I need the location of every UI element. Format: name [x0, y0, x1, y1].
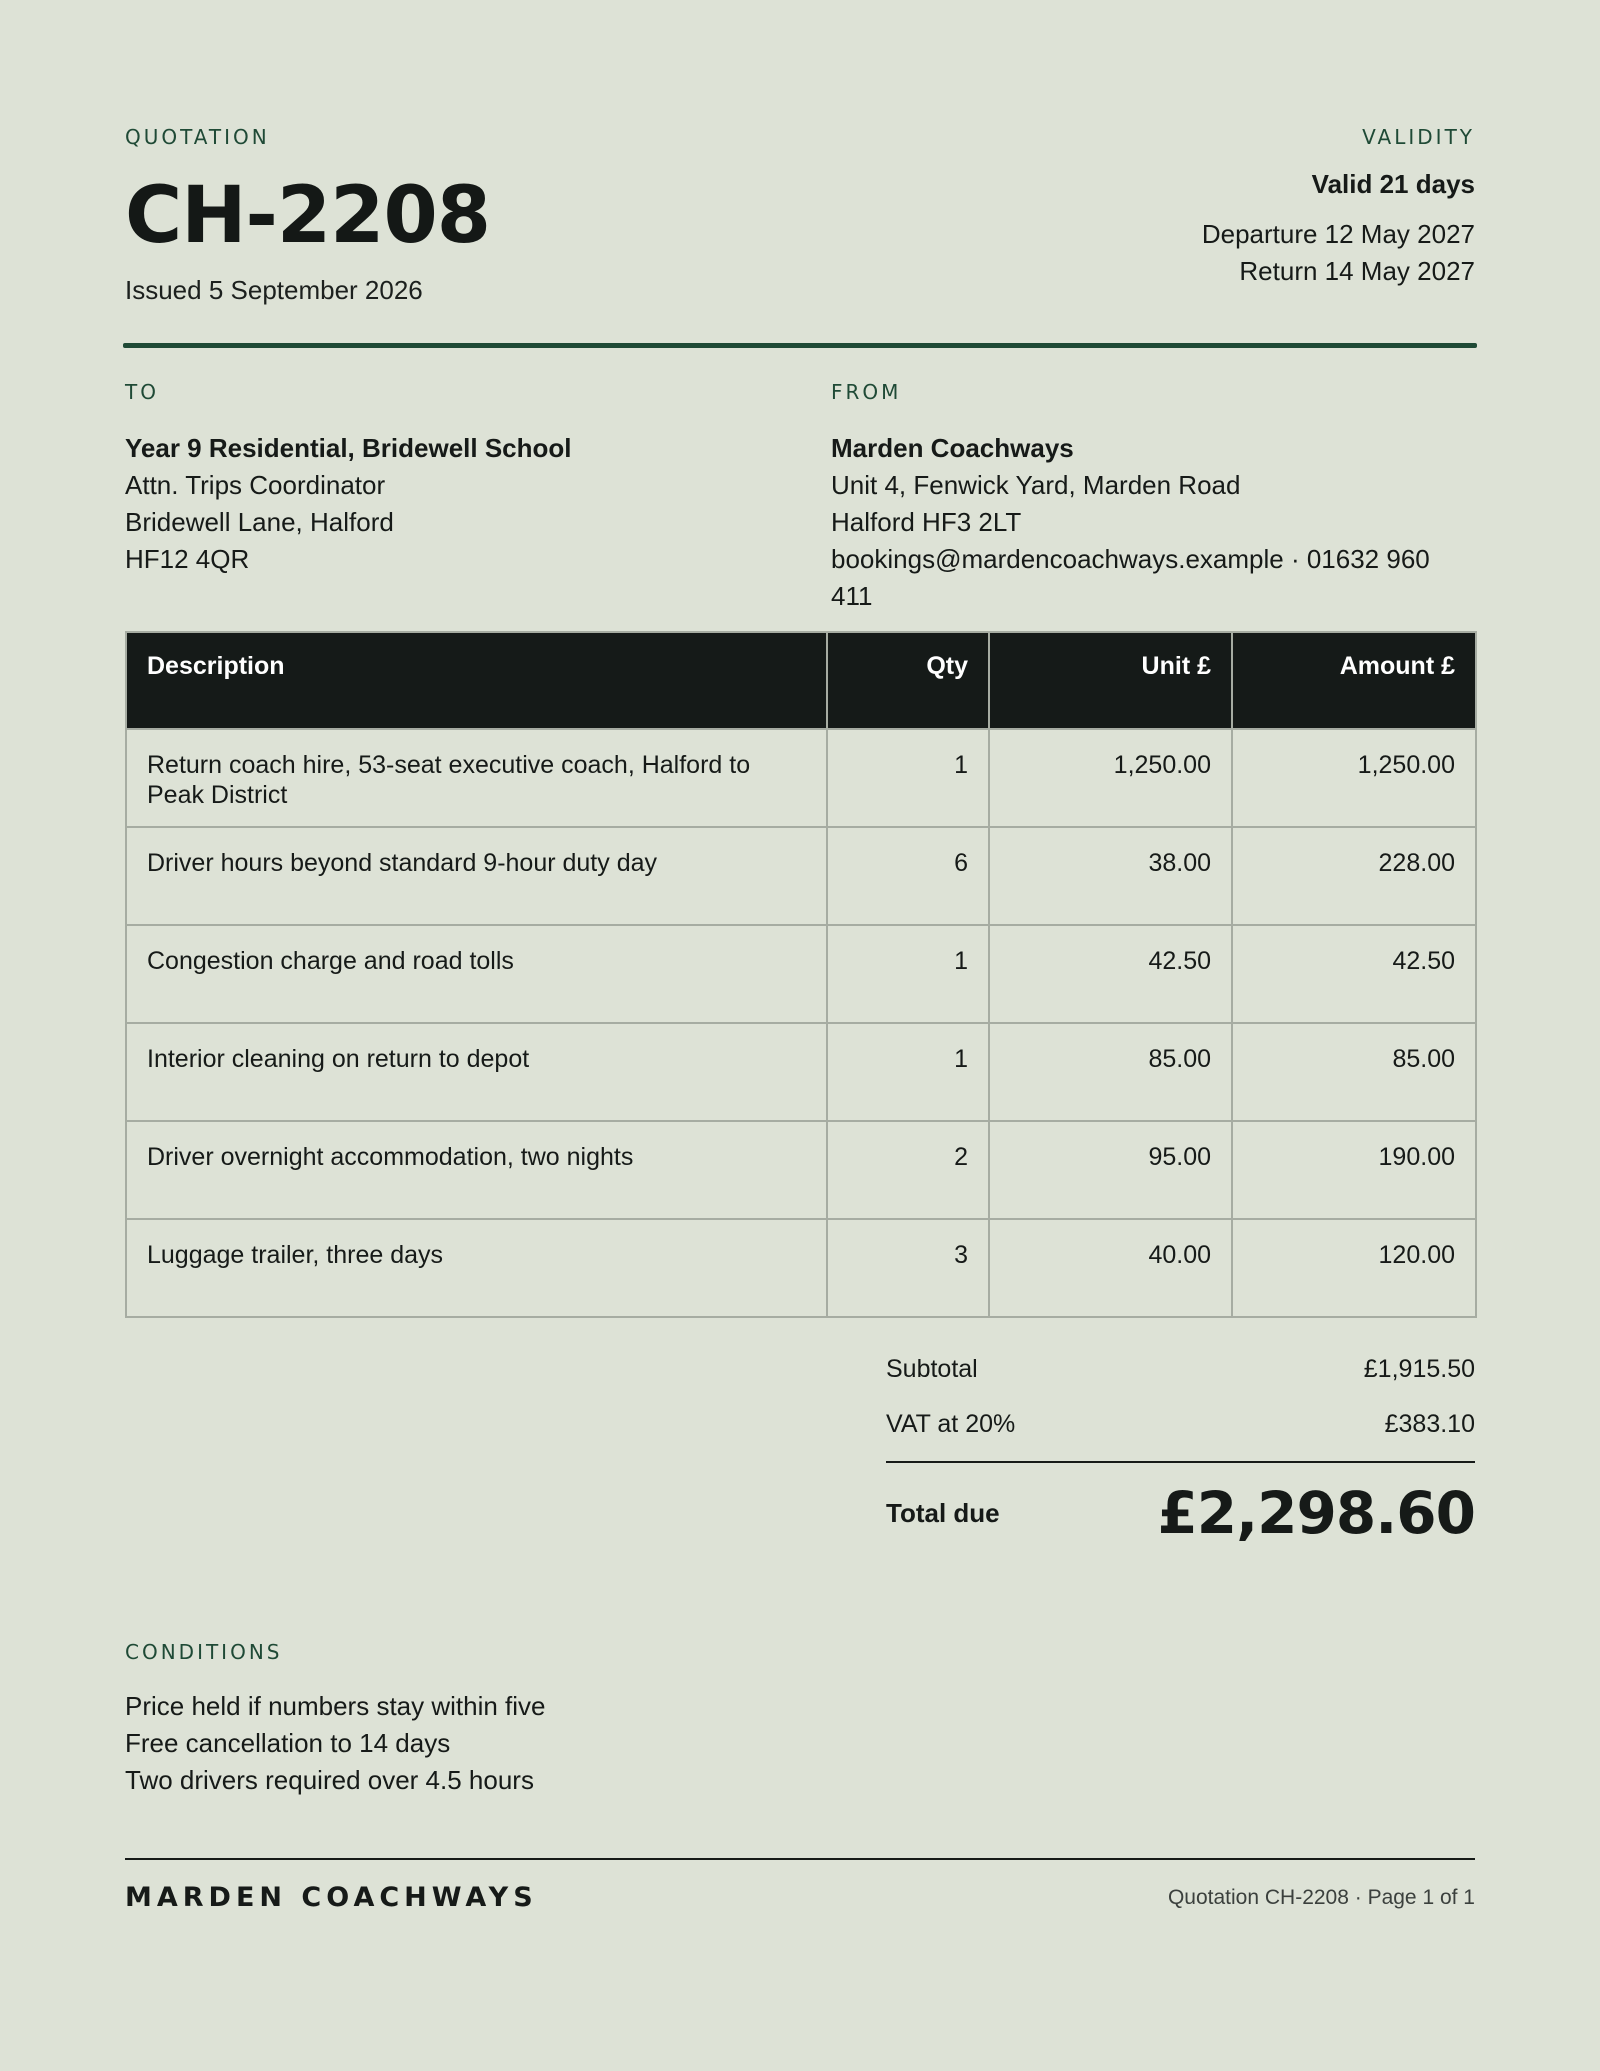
- footer-divider: [125, 1858, 1475, 1860]
- item-description: Return coach hire, 53-seat executive coach, Halford to Peak District: [126, 729, 827, 827]
- line-items-table: [125, 631, 1477, 1318]
- validity-label: VALIDITY: [1362, 125, 1475, 149]
- item-description: Luggage trailer, three days: [126, 1219, 827, 1317]
- item-qty: 1: [827, 729, 989, 827]
- recipient-address-line: Bridewell Lane, Halford: [125, 507, 394, 537]
- conditions-block: [125, 1640, 546, 1799]
- departure-date: Departure 12 May 2027: [1201, 219, 1475, 249]
- recipient-address-line: Attn. Trips Coordinator: [125, 470, 386, 500]
- subtotal-label: Subtotal: [886, 1355, 978, 1383]
- item-qty: 6: [827, 827, 989, 925]
- item-qty: 1: [827, 925, 989, 1023]
- condition-item: Two drivers required over 4.5 hours: [125, 1765, 534, 1795]
- quotation-header: [125, 125, 1475, 345]
- item-qty: 1: [827, 1023, 989, 1121]
- table-row: [126, 1121, 1476, 1219]
- return-date: Return 14 May 2027: [1239, 256, 1475, 286]
- quotation-page: [125, 0, 1475, 2071]
- subtotal-row: [886, 1352, 1475, 1407]
- sender-address-line: Halford HF3 2LT: [831, 507, 1022, 537]
- to-label: TO: [125, 380, 159, 404]
- item-amount: 228.00: [1232, 827, 1476, 925]
- column-header-unit: Unit £: [989, 632, 1232, 729]
- item-unit-price: 42.50: [989, 925, 1232, 1023]
- vat-label: VAT at 20%: [886, 1410, 1016, 1438]
- from-label: FROM: [831, 380, 902, 404]
- item-amount: 85.00: [1232, 1023, 1476, 1121]
- header-divider: [123, 343, 1477, 348]
- item-description: Interior cleaning on return to depot: [126, 1023, 827, 1121]
- item-qty: 3: [827, 1219, 989, 1317]
- total-due-row: [886, 1479, 1475, 1547]
- item-description: Driver hours beyond standard 9-hour duty day: [126, 827, 827, 925]
- item-unit-price: 38.00: [989, 827, 1232, 925]
- total-due-value: £2,298.60: [1157, 1479, 1475, 1547]
- validity-block: [1202, 125, 1475, 290]
- vat-value: £383.10: [1384, 1410, 1475, 1438]
- table-row: [126, 827, 1476, 925]
- table-row: [126, 925, 1476, 1023]
- recipient-address-line: HF12 4QR: [125, 544, 250, 574]
- item-amount: 42.50: [1232, 925, 1476, 1023]
- issued-date: Issued 5 September 2026: [125, 275, 423, 305]
- quotation-number: CH-2208: [125, 171, 490, 261]
- item-unit-price: 40.00: [989, 1219, 1232, 1317]
- condition-item: Price held if numbers stay within five: [125, 1691, 546, 1721]
- subtotal-value: £1,915.50: [1363, 1355, 1475, 1383]
- item-amount: 190.00: [1232, 1121, 1476, 1219]
- condition-item: Free cancellation to 14 days: [125, 1728, 451, 1758]
- conditions-label: CONDITIONS: [125, 1640, 283, 1664]
- item-unit-price: 85.00: [989, 1023, 1232, 1121]
- doc-type-label: QUOTATION: [125, 125, 270, 149]
- totals-block: [886, 1352, 1475, 1547]
- sender-contact: bookings@mardencoachways.example · 01632 960 411: [831, 544, 1430, 611]
- table-row: [126, 1219, 1476, 1317]
- item-description: Congestion charge and road tolls: [126, 925, 827, 1023]
- total-due-label: Total due: [886, 1497, 1000, 1528]
- sender-address-line: Unit 4, Fenwick Yard, Marden Road: [831, 470, 1241, 500]
- recipient-block: [125, 380, 805, 578]
- footer-page-info: Quotation CH-2208 · Page 1 of 1: [1167, 1886, 1475, 1909]
- table-row: [126, 729, 1476, 827]
- item-unit-price: 95.00: [989, 1121, 1232, 1219]
- column-header-qty: Qty: [827, 632, 989, 729]
- footer-brand: MARDEN COACHWAYS: [125, 1882, 538, 1913]
- validity-period: Valid 21 days: [1311, 169, 1475, 199]
- item-amount: 120.00: [1232, 1219, 1476, 1317]
- recipient-name: Year 9 Residential, Bridewell School: [125, 433, 572, 463]
- item-description: Driver overnight accommodation, two nights: [126, 1121, 827, 1219]
- sender-block: [831, 380, 1475, 615]
- item-unit-price: 1,250.00: [989, 729, 1232, 827]
- vat-row: [886, 1407, 1475, 1462]
- sender-name: Marden Coachways: [831, 433, 1074, 463]
- column-header-description: Description: [126, 632, 827, 729]
- item-amount: 1,250.00: [1232, 729, 1476, 827]
- header-left: [125, 125, 490, 306]
- item-qty: 2: [827, 1121, 989, 1219]
- column-header-amount: Amount £: [1232, 632, 1476, 729]
- table-row: [126, 1023, 1476, 1121]
- table-header-row: [126, 632, 1476, 729]
